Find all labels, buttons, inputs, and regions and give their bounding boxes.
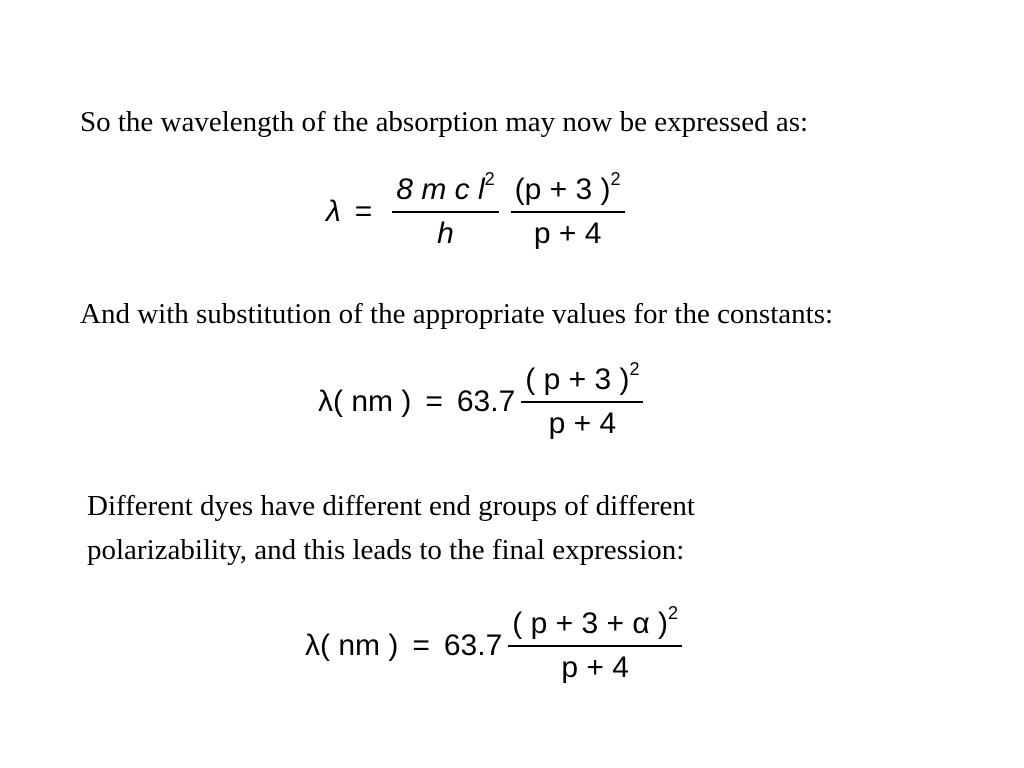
equation1-fraction1-numerator [392,169,498,213]
equation3-equals: = [412,629,430,662]
equation1-fraction-constants [392,169,498,252]
equation1-fraction1-numerator-text: 8 m c l [396,173,485,206]
equation3-lhs: λ( nm ) [305,629,399,662]
equation2-numerator [521,359,643,403]
equation1-fraction2-numerator [511,169,625,213]
equation2-denominator: p + 4 [548,407,617,440]
equation1-fraction2-denominator: p + 4 [533,217,602,250]
equation3-coefficient: 63.7 [443,629,503,662]
equation2-equals: = [425,385,443,418]
equation2-numerator-text: ( p + 3 ) [525,363,630,396]
equation2-fraction [521,359,643,442]
equation3-fraction [508,603,682,686]
paragraph-polarizability [87,484,695,572]
paragraph-wavelength-intro: So the wavelength of the absorption may now be expressed as: [80,106,809,138]
paragraph-polarizability-line2: polarizability, and this leads to the final expression: [87,534,685,566]
paragraph-substitution: And with substitution of the appropriate values for the constants: [80,298,834,330]
equation-wavelength-final [305,603,688,686]
equation3-denominator: p + 4 [561,651,629,684]
equation-wavelength-general [326,169,631,252]
equation1-fraction1-exponent: 2 [484,169,495,189]
equation1-lhs: λ [326,195,341,228]
equation3-numerator [508,603,682,647]
equation1-fraction-p [511,169,625,252]
equation2-exponent: 2 [629,359,640,379]
equation1-fraction1-denominator: h [437,217,454,250]
equation1-fraction2-numerator-text: (p + 3 ) [514,173,611,206]
equation3-exponent: 2 [668,603,679,623]
equation-wavelength-nm [318,359,649,442]
equation2-lhs: λ( nm ) [318,385,412,418]
equation1-equals: = [354,195,373,228]
equation2-coefficient: 63.7 [456,385,516,418]
equation1-fraction2-exponent: 2 [610,169,621,189]
equation3-numerator-text: ( p + 3 + α ) [512,607,668,640]
paragraph-polarizability-line1: Different dyes have different end groups of different [87,490,695,522]
